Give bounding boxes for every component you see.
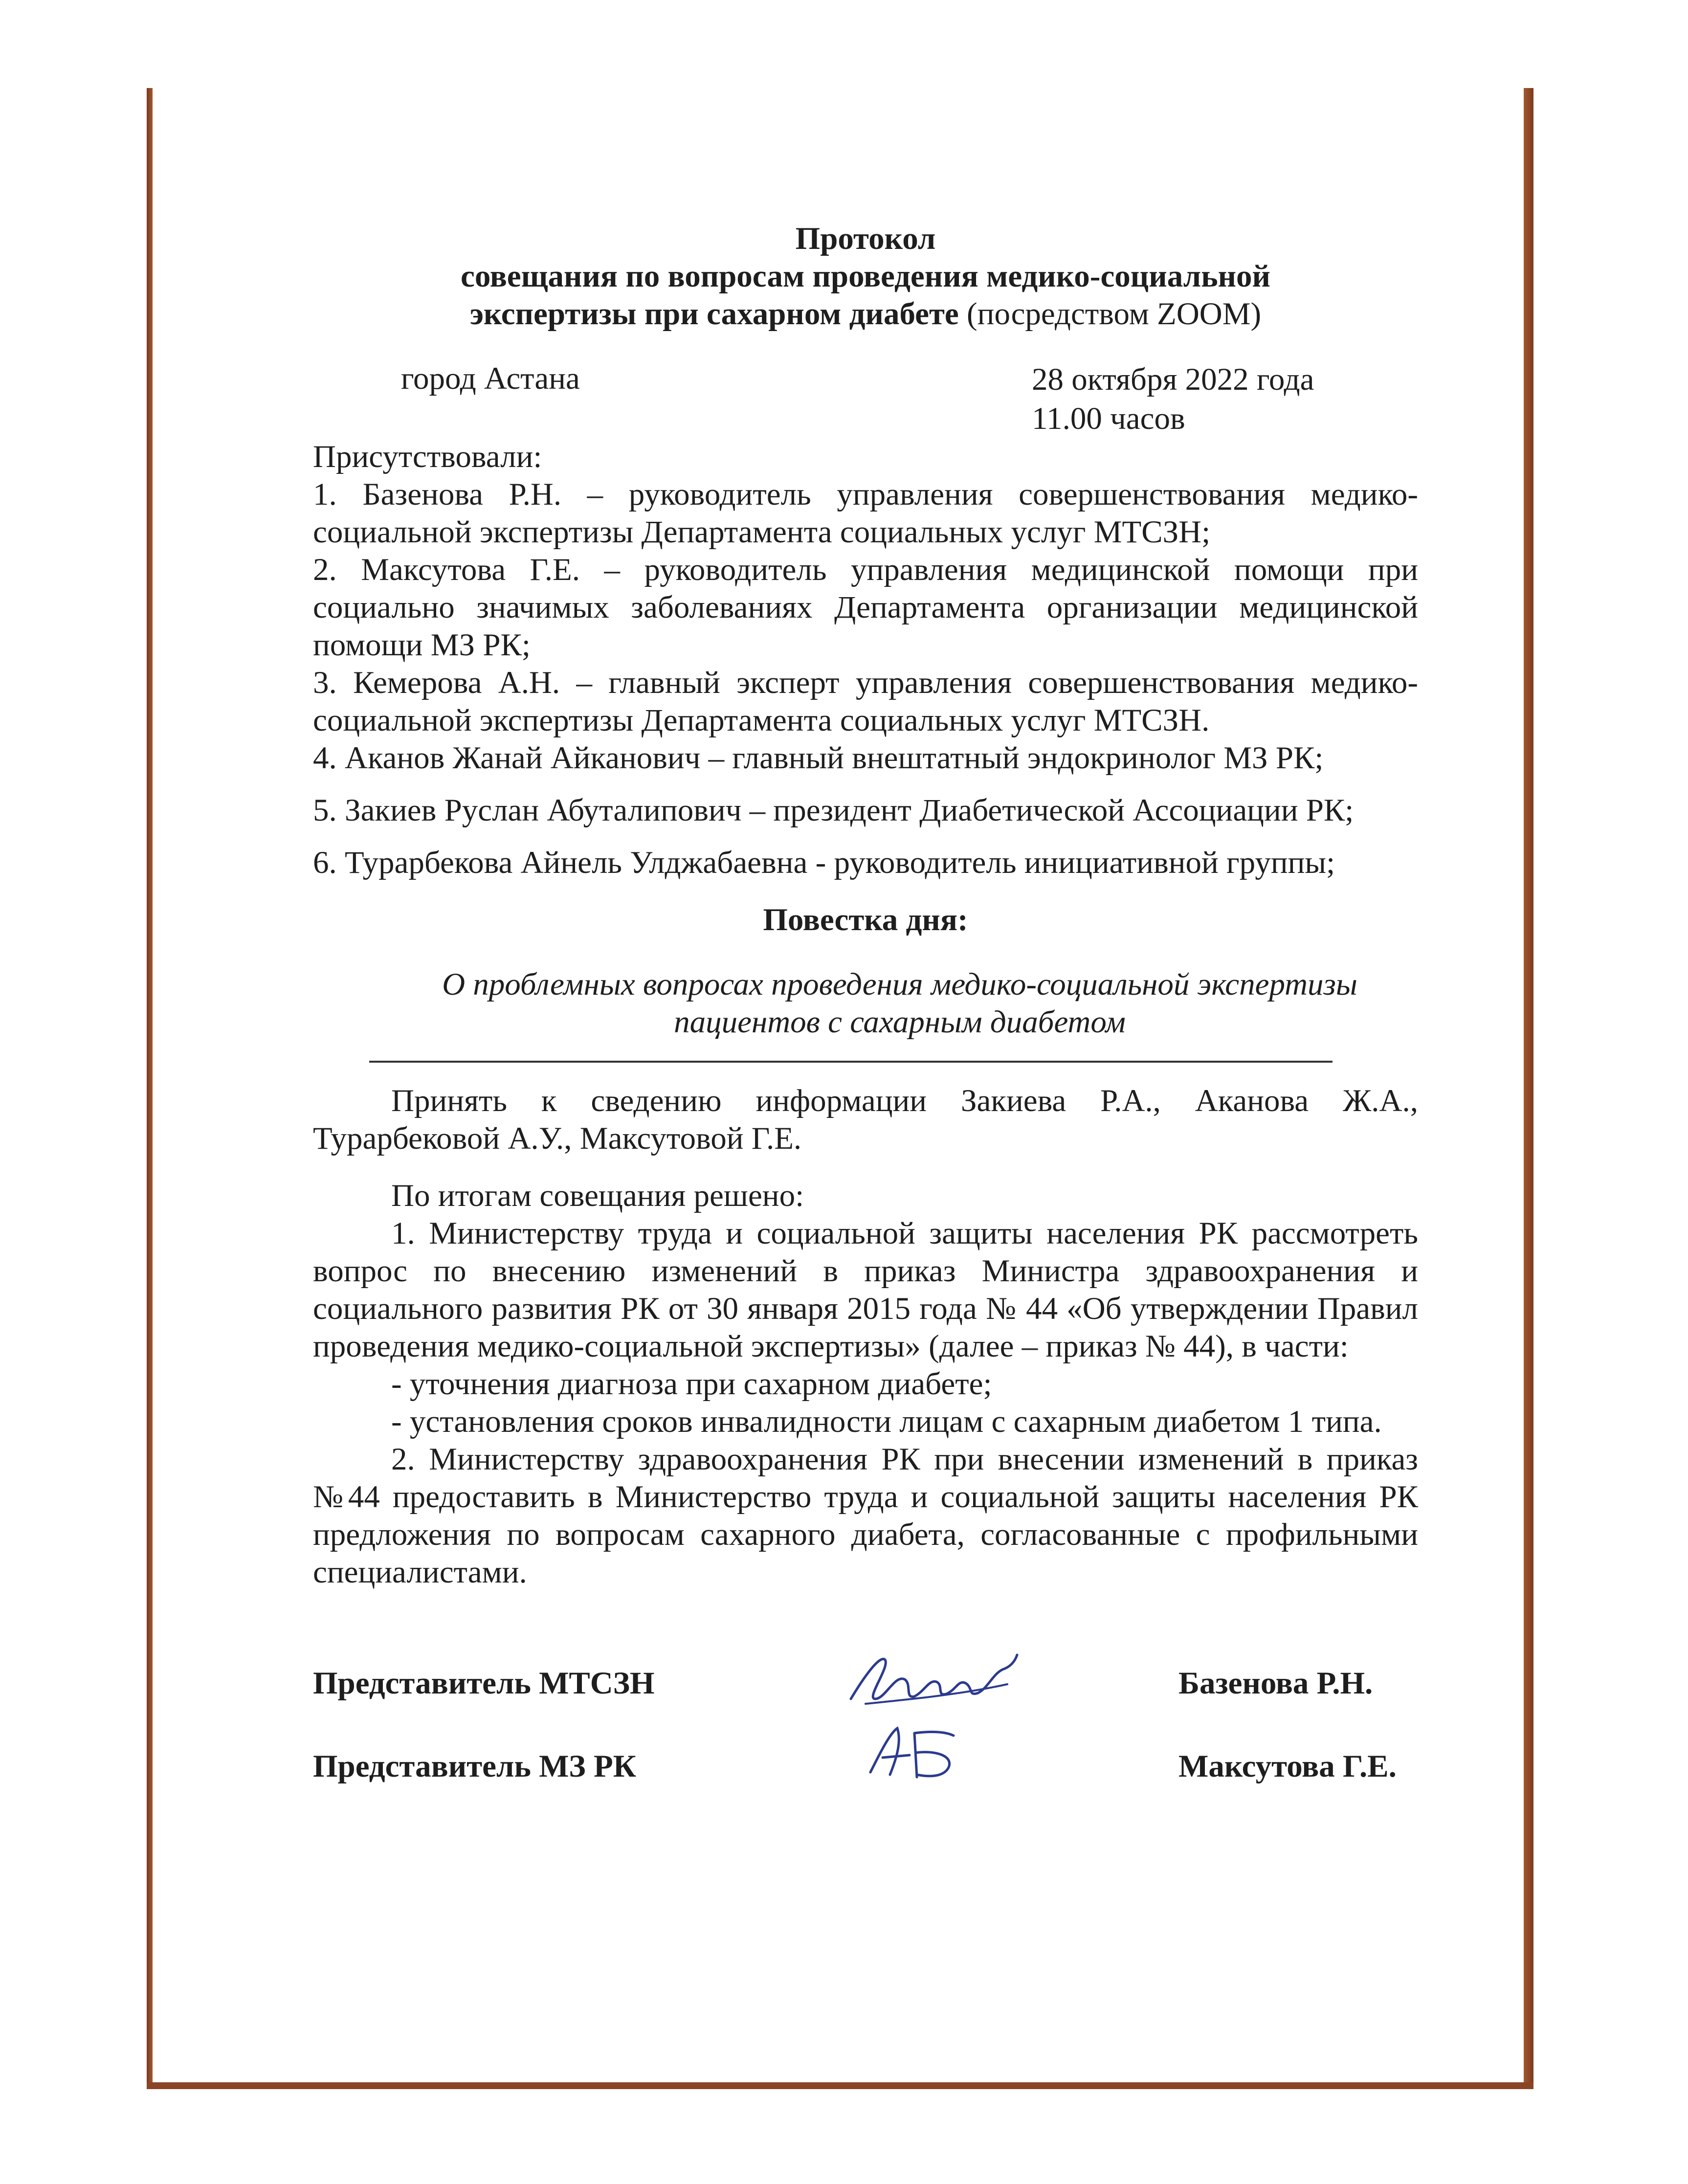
attendees-section — [313, 438, 1418, 882]
desk-edge-left — [147, 88, 153, 2088]
attendee-item: 4. Аканов Жанай Айканович – главный внештатный эндокринолог МЗ РК; — [313, 740, 1324, 776]
attendee-item: 2. Максутова Г.Е. – руководитель управления медицинской помощи при социально значимых заболеваниях Департамента организации медицинской помощи МЗ РК; — [313, 552, 1418, 663]
decision-1-item: - уточнения диагноза при сахарном диабете; — [391, 1366, 992, 1402]
attendee-item: 6. Турарбекова Айнель Улджабаевна - руководитель инициативной группы; — [313, 845, 1335, 880]
decision-2: 2. Министерству здравоохранения РК при внесении изменений в приказ №44 предоставить в Министерство труда и социальной защиты населения РК предложения по вопросам сахарного диабета, согласованные с профильными специалистами. — [313, 1442, 1418, 1590]
handwritten-signature-2 — [861, 1714, 978, 1787]
handwritten-signature-1 — [846, 1645, 1022, 1709]
signatory-role: Представитель МЗ РК — [313, 1749, 636, 1784]
signatory-name: Максутова Г.Е. — [1178, 1749, 1397, 1784]
attended-label: Присутствовали: — [313, 439, 542, 474]
date-time-block — [1032, 360, 1314, 438]
agenda-text — [391, 966, 1408, 1041]
agenda-line1: О проблемных вопросах проведения медико-социальной экспертизы — [442, 967, 1357, 1002]
attendee-item: 1. Базенова Р.Н. – руководитель управления совершенствования медико-социальной экспертизы Департамента социальных услуг МТСЗН; — [313, 477, 1418, 550]
subtitle-bold-part: экспертизы при сахарном диабете — [469, 296, 959, 332]
document-subtitle-line2 — [313, 295, 1418, 333]
decision-1: 1. Министерству труда и социальной защиты населения РК рассмотреть вопрос по внесению изменений в приказ Министра здравоохранения и социального развития РК от 30 января 2015 года № 44 «Об утверждении Правил проведения медико-социальной экспертизы» (далее – приказ № 44), в части: — [313, 1216, 1418, 1364]
attendee-item: 5. Закиев Руслан Абуталипович – президент Диабетической Ассоциации РК; — [313, 793, 1354, 828]
place-date-row — [313, 360, 1418, 438]
subtitle-normal-part: (посредством ZOOM) — [958, 296, 1262, 332]
desk-edge-bottom — [147, 2082, 1533, 2089]
agenda-divider — [369, 1061, 1333, 1063]
city: город Астана — [401, 361, 580, 396]
document-body — [313, 220, 1418, 1811]
signatory-name: Базенова Р.Н. — [1178, 1666, 1373, 1701]
accept-paragraph: Принять к сведению информации Закиева Р.А., Аканова Ж.А., Турарбековой А.У., Максутовой Г.Е. — [313, 1083, 1418, 1156]
attendee-item: 3. Кемерова А.Н. – главный эксперт управления совершенствования медико-социальной экспертизы Департамента социальных услуг МТСЗН. — [313, 665, 1418, 738]
document-subtitle-line1: совещания по вопросам проведения медико-социальной — [460, 259, 1271, 294]
document-title: Протокол — [795, 221, 936, 256]
agenda-line2: пациентов с сахарным диабетом — [674, 1004, 1126, 1040]
meeting-date: 28 октября 2022 года — [1032, 362, 1314, 397]
signatory-role: Представитель МТСЗН — [313, 1666, 655, 1701]
meeting-time: 11.00 часов — [1032, 401, 1185, 436]
document-header — [313, 220, 1418, 333]
decision-1-item: - установления сроков инвалидности лицам с сахарным диабетом 1 типа. — [391, 1404, 1382, 1439]
decided-label: По итогам совещания решено: — [391, 1178, 804, 1213]
agenda-heading: Повестка дня: — [763, 902, 968, 937]
signature-row-mz — [313, 1748, 1418, 1811]
desk-edge-right — [1524, 88, 1533, 2088]
